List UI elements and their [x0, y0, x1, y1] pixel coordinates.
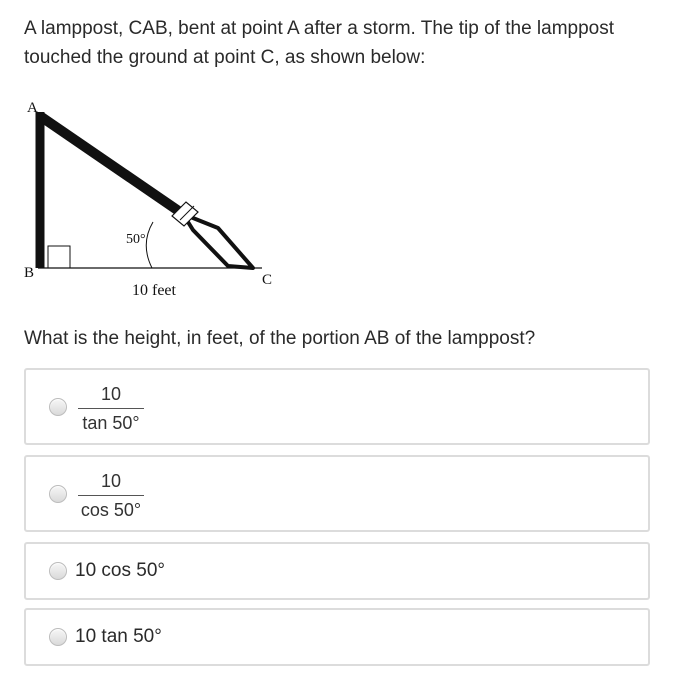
question-text: A lamppost, CAB, bent at point A after a storm. The tip of the lamppost touched the ground at point C, as shown below: — [24, 18, 615, 68]
fraction — [76, 383, 146, 435]
radio-button[interactable] — [49, 628, 67, 646]
fraction — [76, 470, 146, 522]
angle-label: 50° — [126, 232, 146, 247]
option-text: 10 cos 50° — [75, 560, 165, 581]
label-c: C — [262, 272, 273, 288]
lamppost-diagram — [22, 96, 278, 306]
answer-option-4[interactable] — [24, 608, 650, 666]
fraction-denominator: tan 50° — [82, 413, 140, 433]
label-b: B — [24, 265, 35, 281]
lamppost-figure — [22, 96, 278, 306]
fraction-numerator: 10 — [100, 384, 122, 404]
label-a: A — [27, 100, 38, 116]
fraction-denominator: cos 50° — [80, 500, 142, 520]
question-prompt: What is the height, in feet, of the portion AB of the lamppost? — [24, 328, 536, 349]
base-label: 10 feet — [132, 282, 176, 299]
radio-button[interactable] — [49, 398, 67, 416]
radio-button[interactable] — [49, 485, 67, 503]
fraction-numerator: 10 — [100, 471, 122, 491]
radio-button[interactable] — [49, 562, 67, 580]
answer-option-2[interactable] — [24, 455, 650, 532]
answer-option-3[interactable] — [24, 542, 650, 600]
option-text: 10 tan 50° — [75, 626, 162, 647]
answer-option-1[interactable] — [24, 368, 650, 445]
